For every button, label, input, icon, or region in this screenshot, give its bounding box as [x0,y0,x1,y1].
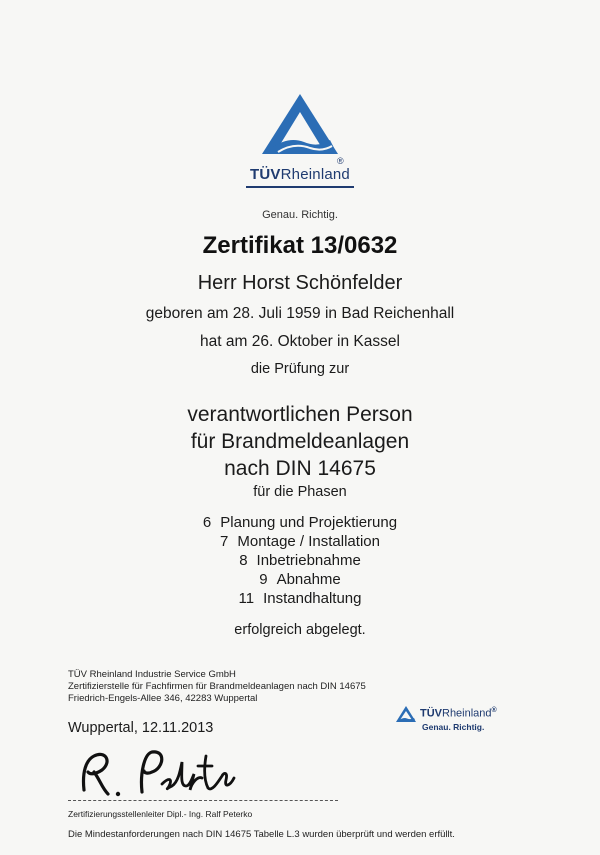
phase-label: Planung und Projektierung [220,514,398,531]
phase-item [0,532,600,551]
birth-info: geboren am 28. Juli 1959 in Bad Reichenhall [145,305,455,322]
tuv-triangle-icon [260,92,340,158]
role-line-1: verantwortlichen Person [187,403,413,426]
small-registered-mark: ® [491,707,497,714]
small-brand-light: Rheinland [442,707,492,720]
result-text: erfolgreich abgelegt. [234,622,366,638]
handwritten-signature [72,742,252,807]
phases-intro: für die Phasen [253,484,347,500]
brand-bold: TÜV [250,166,281,183]
issuer-block [68,669,366,705]
small-slogan: Genau. Richtig. [422,722,485,732]
tuv-logo [0,92,600,163]
role-line-2: für Brandmeldeanlagen [190,430,410,453]
issuer-line-2: Zertifizierstelle für Fachfirmen für Brandmeldeanlagen nach DIN 14675 [68,681,366,692]
phase-number: 11 [238,590,255,607]
signature-line [68,800,338,801]
tuv-brand-name [0,166,600,183]
phase-item [0,551,600,570]
role-line-3: nach DIN 14675 [224,457,376,480]
issuer-line-3: Friedrich-Engels-Allee 346, 42283 Wuppertal [68,693,258,704]
phase-label: Montage / Installation [237,533,380,550]
phase-number: 6 [202,514,212,531]
phase-item [0,589,600,608]
place-date: Wuppertal, 12.11.2013 [68,720,214,736]
brand-light: Rheinland [280,166,350,183]
small-tuv-triangle-icon [395,705,417,723]
exam-intro: die Prüfung zur [250,361,350,377]
phase-label: Inbetriebnahme [256,552,361,569]
footnote: Die Mindestanforderungen nach DIN 14675 Tabelle L.3 wurden überprüft und werden erfüllt. [68,829,455,840]
phase-list [0,513,600,608]
issuer-line-1: TÜV Rheinland Industrie Service GmbH [68,669,236,680]
phase-label: Abnahme [276,571,341,588]
certificate-title: Zertifikat 13/0632 [202,232,398,259]
slogan: Genau. Richtig. [262,209,338,221]
small-brand-bold: TÜV [420,707,442,720]
signer-title: Zertifizierungsstellenleiter Dipl.- Ing. Ralf Peterko [68,809,253,819]
small-tuv-logo [395,705,417,728]
phase-number: 8 [239,552,248,569]
brand-underline [246,186,354,188]
phase-number: 9 [259,571,268,588]
registered-mark: ® [337,156,344,166]
holder-name: Herr Horst Schönfelder [197,272,403,294]
small-brand-name [420,707,497,720]
phase-item [0,513,600,532]
phase-number: 7 [220,533,229,550]
exam-date: hat am 26. Oktober in Kassel [200,333,400,350]
phase-item [0,570,600,589]
phase-label: Instandhaltung [263,590,362,607]
